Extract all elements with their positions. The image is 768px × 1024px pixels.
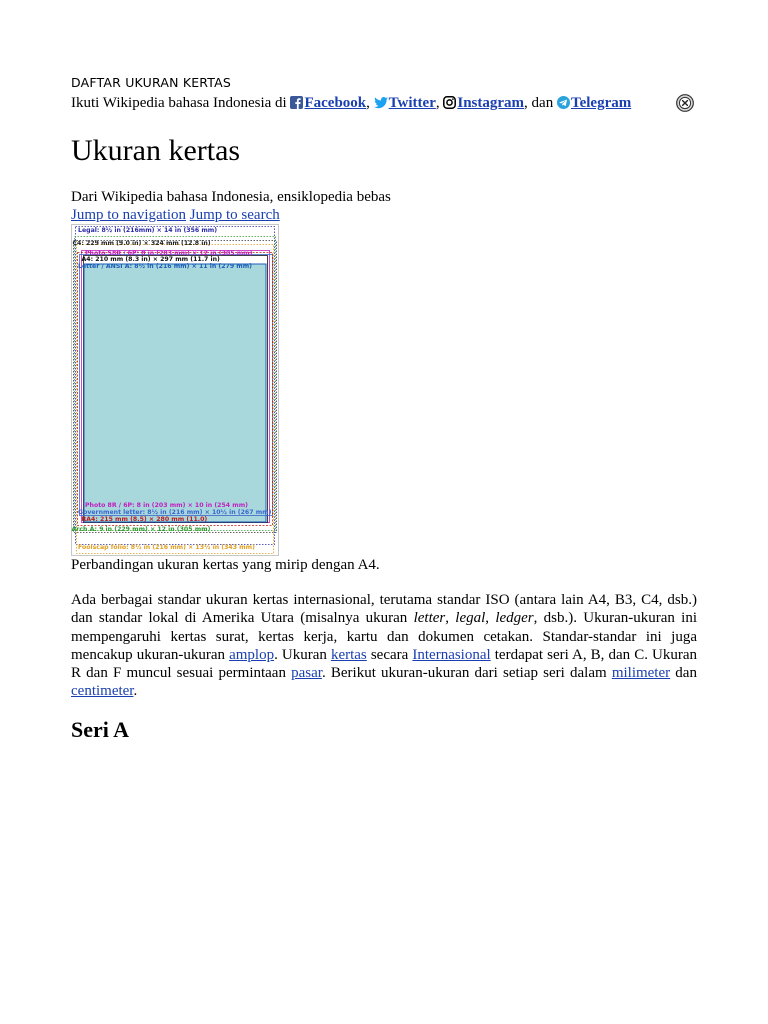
para-text-3: . Ukuran	[274, 646, 331, 663]
follow-banner	[71, 95, 631, 114]
para-text-8: .	[133, 683, 138, 700]
para-legal: legal	[455, 610, 486, 627]
kertas-link[interactable]: kertas	[330, 646, 367, 663]
page-subtitle: Dari Wikipedia bahasa Indonesia, ensiklopedia bebas	[71, 189, 391, 205]
facebook-icon	[290, 96, 303, 114]
label-photo-s8r: Photo S8R / 6P: 8 in (203 mm) × 12 in (305 mm)	[85, 250, 253, 257]
label-letter: Letter / ANSI A: 8½ in (216 mm) × 11 in (279 mm)	[78, 263, 253, 270]
section-heading-seri-a: Seri A	[71, 717, 130, 742]
para-ledger: ledger	[495, 610, 534, 627]
para-comma-1: ,	[445, 610, 456, 627]
instagram-link[interactable]: Instagram	[457, 95, 525, 111]
follow-prefix: Ikuti Wikipedia bahasa Indonesia di	[71, 95, 291, 111]
label-foolscap: Foolscap folio: 8½ in (216 mm) × 13½ in (343 mm)	[78, 544, 255, 551]
label-ra4: RA4: 215 mm (8.5) × 280 mm (11.0)	[81, 516, 208, 523]
paper-size-diagram	[71, 224, 279, 556]
pasar-link[interactable]: pasar	[291, 665, 322, 682]
paper-size-comparison-figure[interactable]	[71, 224, 279, 556]
para-letter: letter	[413, 610, 446, 627]
document-header-title: DAFTAR UKURAN KERTAS	[71, 75, 232, 90]
label-a4: A4: 210 mm (8.3 in) × 297 mm (11.7 in)	[81, 256, 220, 263]
telegram-link[interactable]: Telegram	[570, 95, 632, 111]
label-c4: C4: 229 mm (9.0 in) × 324 mm (12.8 in)	[72, 240, 211, 247]
facebook-link[interactable]: Facebook	[304, 95, 367, 111]
telegram-icon	[557, 96, 570, 114]
separator-and: , dan	[524, 95, 557, 111]
label-arch-a: Arch A: 9 in (229 mm) × 12 in (305 mm)	[71, 526, 211, 533]
para-text-6: . Berikut ukuran-ukuran dari setiap seri dalam	[321, 665, 612, 682]
close-button[interactable]	[676, 94, 694, 112]
jump-links	[71, 207, 280, 224]
internasional-link[interactable]: Internasional	[412, 646, 491, 663]
jump-to-navigation-link[interactable]: Jump to navigation	[71, 207, 186, 223]
centimeter-link[interactable]: centimeter	[71, 683, 134, 700]
label-photo-8r: Photo 8R / 6P: 8 in (203 mm) × 10 in (254 mm)	[85, 502, 248, 509]
para-text-5: terdapat seri A, B, dan C. Ukuran R dan F muncul sesuai permintaan	[71, 646, 697, 682]
label-legal: Legal: 8½ in (216mm) × 14 in (356 mm)	[78, 227, 218, 234]
letter-fill	[81, 264, 266, 523]
figure-caption: Perbandingan ukuran kertas yang mirip dengan A4.	[71, 557, 380, 573]
para-text-1: Ada berbagai standar ukuran kertas internasional, terutama standar ISO (antara lain A4, B3, C4, dsb.) dan standar lokal di Amerika Utara (misalnya ukuran	[71, 592, 697, 627]
para-text-2: , dsb.). Ukuran-ukuran ini mempengaruhi kertas surat, kertas kerja, kartu dan dokumen cetakan. Standar-standar ini juga mencakup ukuran-ukuran	[71, 610, 698, 663]
jump-to-search-link[interactable]: Jump to search	[189, 207, 280, 223]
label-government-letter: Government letter: 8½ in (216 mm) × 10½ in (267 mm)	[78, 509, 272, 516]
amplop-link[interactable]: amplop	[229, 646, 275, 663]
separator-comma-2: ,	[435, 95, 444, 111]
milimeter-link[interactable]: milimeter	[611, 665, 671, 682]
twitter-link[interactable]: Twitter	[388, 95, 436, 111]
close-icon	[676, 94, 694, 112]
twitter-icon	[374, 97, 388, 114]
para-text-7: dan	[670, 665, 697, 682]
para-comma-2: ,	[485, 610, 496, 627]
page-title: Ukuran kertas	[71, 134, 241, 167]
instagram-icon	[443, 96, 456, 114]
separator-comma-1: ,	[366, 95, 374, 111]
para-text-4: secara	[366, 646, 413, 663]
intro-paragraph	[71, 591, 697, 701]
